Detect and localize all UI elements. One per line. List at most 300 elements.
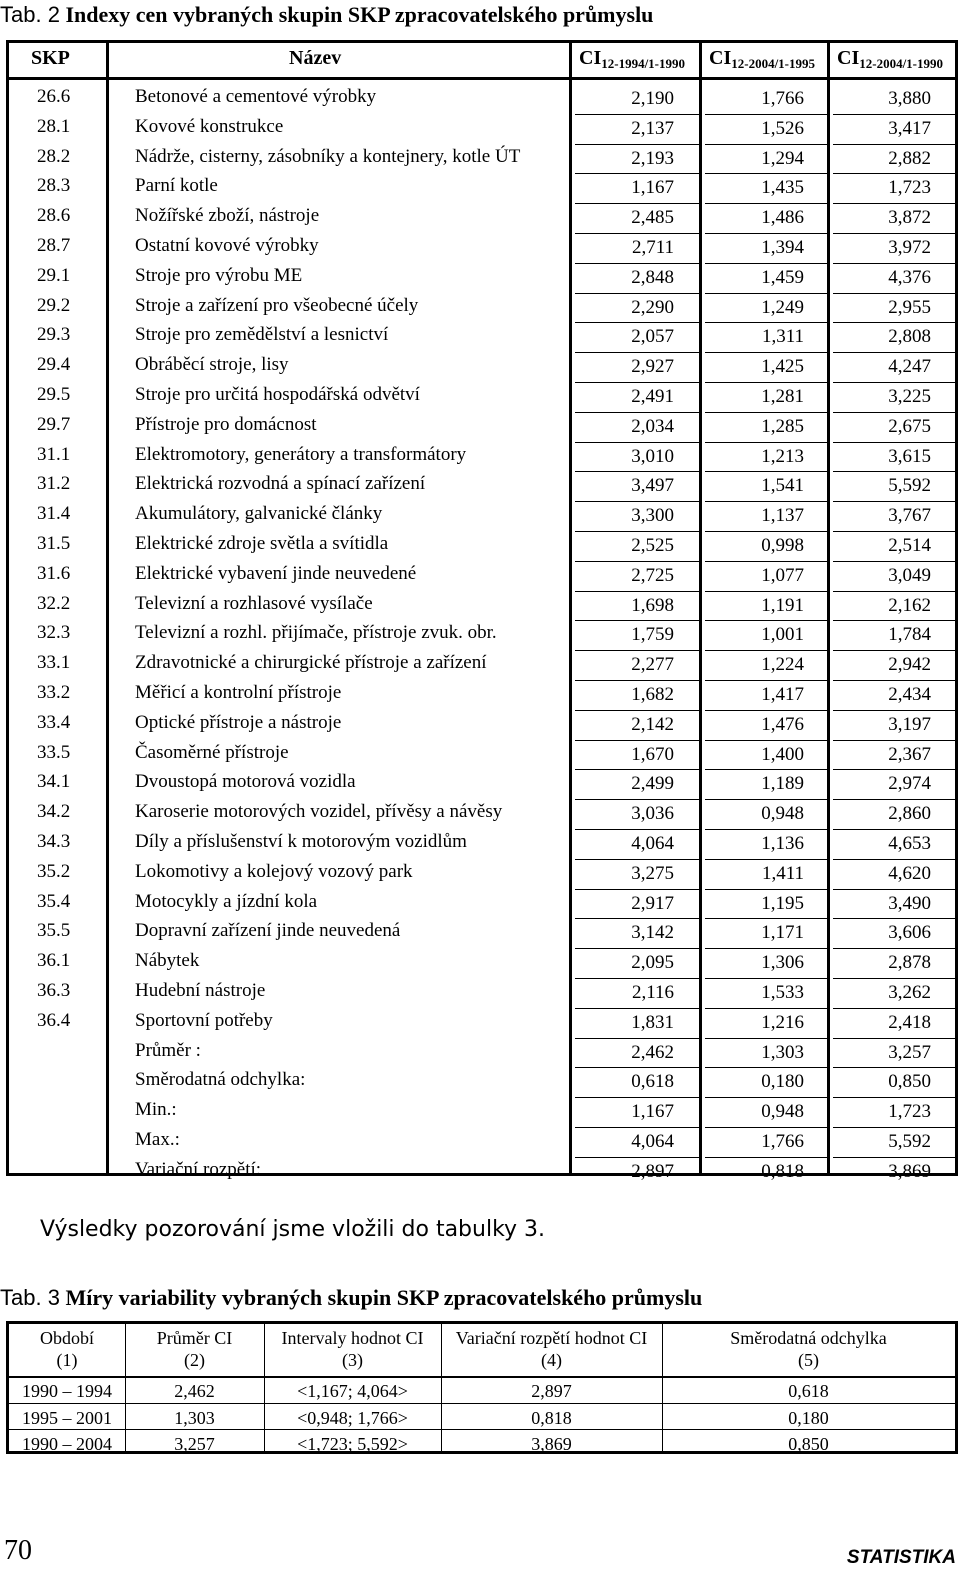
name-cell: Stroje pro určitá hospodářská odvětví <box>135 384 420 405</box>
period-cell: 1995 – 2001 <box>22 1407 112 1428</box>
row-separator <box>575 859 699 860</box>
row-separator <box>705 114 827 115</box>
row-separator <box>833 829 955 830</box>
row-separator <box>833 859 955 860</box>
mean-cell: 3,257 <box>174 1434 215 1454</box>
ci-2004-1990-cell: 3,615 <box>888 445 931 467</box>
ci-1994-1990-cell: 3,142 <box>631 922 674 944</box>
ci-2004-1995-cell: 0,818 <box>761 1160 804 1182</box>
ci-2004-1990-cell: 2,367 <box>888 743 931 765</box>
row-separator <box>575 561 699 562</box>
table-row <box>9 1095 955 1125</box>
skp-cell: 28.1 <box>37 115 71 137</box>
interval-cell: <1,723; 5,592> <box>297 1434 408 1454</box>
row-separator <box>575 173 699 174</box>
table-row <box>9 350 955 380</box>
skp-cell: 31.2 <box>37 473 71 495</box>
ci-2004-1995-cell: 1,195 <box>761 892 804 914</box>
ci-2004-1990-cell: 2,418 <box>888 1011 931 1033</box>
skp-cell: 33.5 <box>37 741 71 763</box>
row-separator <box>575 203 699 204</box>
header-ci-period: 12-2004/1-1995 <box>731 56 816 71</box>
table-row <box>9 589 955 619</box>
skp-cell: 28.7 <box>37 235 71 256</box>
row-separator <box>705 352 827 353</box>
name-cell: Dopravní zařízení jinde neuvedená <box>135 920 401 942</box>
row-separator <box>833 412 955 413</box>
name-cell: Zdravotnické a chirurgické přístroje a zařízení <box>135 652 487 674</box>
ci-1994-1990-cell: 2,137 <box>631 117 674 139</box>
ci-1994-1990-cell: 4,064 <box>631 833 674 854</box>
row-separator <box>833 203 955 204</box>
table-row <box>9 1379 955 1405</box>
skp-cell: 35.5 <box>37 920 71 942</box>
skp-cell: 32.3 <box>37 622 71 644</box>
header-column-number: (3) <box>342 1350 363 1370</box>
header-name: Název <box>289 47 342 69</box>
row-separator <box>833 173 955 174</box>
ci-1994-1990-cell: 1,759 <box>631 624 674 646</box>
sd-cell: 0,180 <box>788 1407 829 1428</box>
row-divider <box>9 1376 955 1378</box>
skp-cell: 29.7 <box>37 413 71 435</box>
table-row <box>9 1065 955 1095</box>
name-cell: Přístroje pro domácnost <box>135 413 317 435</box>
skp-cell: 34.2 <box>37 801 71 823</box>
ci-1994-1990-cell: 2,499 <box>631 773 674 795</box>
name-cell: Hudební nástroje <box>135 980 266 1001</box>
ci-1994-1990-cell: 2,193 <box>631 147 674 169</box>
ci-2004-1995-cell: 1,425 <box>761 356 804 378</box>
row-separator <box>575 650 699 651</box>
ci-1994-1990-cell: 2,711 <box>631 237 674 258</box>
row-separator <box>705 233 827 234</box>
price-index-table-body <box>9 80 955 1182</box>
row-separator <box>833 263 955 264</box>
name-cell: Betonové a cementové výrobky <box>135 86 377 107</box>
row-separator <box>833 531 955 532</box>
row-separator <box>833 1067 955 1068</box>
row-separator <box>833 293 955 294</box>
ci-2004-1990-cell: 3,869 <box>888 1160 931 1182</box>
row-separator <box>833 918 955 919</box>
ci-2004-1990-cell: 2,514 <box>888 535 931 556</box>
ci-2004-1990-cell: 5,592 <box>888 1131 931 1152</box>
row-separator <box>833 591 955 592</box>
table-row <box>9 82 955 112</box>
header-column-number: (5) <box>798 1350 819 1370</box>
ci-2004-1990-cell: 2,882 <box>888 147 931 169</box>
ci-1994-1990-cell: 1,167 <box>631 177 674 199</box>
row-separator <box>705 322 827 323</box>
table2-caption-title: Indexy cen vybraných skupin SKP zpracovatelského průmyslu <box>65 2 654 27</box>
skp-cell: 29.1 <box>37 264 71 286</box>
name-cell: Sportovní potřeby <box>135 1009 273 1031</box>
table-row <box>9 887 955 917</box>
name-cell: Měřicí a kontrolní přístroje <box>135 682 342 703</box>
table-row <box>9 410 955 440</box>
header-ci-period: 12-1994/1-1990 <box>601 56 686 71</box>
ci-2004-1990-cell: 0,850 <box>888 1071 931 1093</box>
name-cell: Max.: <box>135 1129 180 1150</box>
row-separator <box>705 173 827 174</box>
row-separator <box>575 263 699 264</box>
row-separator <box>833 1038 955 1039</box>
ci-2004-1990-cell: 3,767 <box>888 505 931 527</box>
row-separator <box>705 203 827 204</box>
interval-cell: <1,167; 4,064> <box>297 1381 408 1401</box>
skp-cell: 33.1 <box>37 652 71 674</box>
ci-2004-1995-cell: 0,948 <box>761 803 804 825</box>
table3-header <box>264 1327 441 1371</box>
ci-2004-1990-cell: 1,723 <box>888 177 931 199</box>
row-separator <box>833 650 955 651</box>
ci-2004-1990-cell: 2,878 <box>888 952 931 974</box>
table3-caption-title: Míry variability vybraných skupin SKP zpracovatelského průmyslu <box>65 1285 703 1310</box>
ci-2004-1995-cell: 1,281 <box>761 386 804 407</box>
ci-1994-1990-cell: 2,897 <box>631 1160 674 1182</box>
row-separator <box>705 382 827 383</box>
ci-2004-1990-cell: 3,225 <box>888 386 931 407</box>
table3-header <box>441 1327 662 1371</box>
ci-2004-1995-cell: 1,766 <box>761 88 804 109</box>
ci-1994-1990-cell: 2,142 <box>631 713 674 735</box>
body-paragraph: Výsledky pozorování jsme vložili do tabulky 3. <box>40 1217 546 1242</box>
table-row <box>9 618 955 648</box>
ci-2004-1990-cell: 1,784 <box>888 624 931 646</box>
ci-2004-1995-cell: 0,180 <box>761 1071 804 1093</box>
ci-2004-1995-cell: 1,417 <box>761 684 804 705</box>
table3-header <box>125 1327 264 1371</box>
ci-2004-1990-cell: 5,592 <box>888 475 931 497</box>
ci-2004-1995-cell: 1,077 <box>761 564 804 586</box>
row-separator <box>575 352 699 353</box>
ci-1994-1990-cell: 2,462 <box>631 1041 674 1063</box>
skp-cell: 31.1 <box>37 443 71 465</box>
row-separator <box>575 680 699 681</box>
row-separator <box>705 591 827 592</box>
ci-2004-1995-cell: 1,766 <box>761 1131 804 1152</box>
ci-2004-1995-cell: 1,394 <box>761 237 804 258</box>
row-separator <box>705 918 827 919</box>
row-separator <box>575 710 699 711</box>
table2-caption <box>0 2 653 28</box>
ci-2004-1995-cell: 1,249 <box>761 296 804 318</box>
header-title: Období <box>40 1328 94 1348</box>
skp-cell: 29.4 <box>37 354 71 376</box>
header-column-number: (2) <box>184 1350 205 1370</box>
row-separator <box>575 591 699 592</box>
ci-2004-1995-cell: 1,303 <box>761 1041 804 1063</box>
row-separator <box>575 1038 699 1039</box>
row-separator <box>705 859 827 860</box>
ci-2004-1990-cell: 3,872 <box>888 207 931 229</box>
row-separator <box>705 1038 827 1039</box>
row-separator <box>575 114 699 115</box>
range-cell: 3,869 <box>531 1434 572 1454</box>
period-cell: 1990 – 1994 <box>22 1381 112 1401</box>
name-cell: Elektromotory, generátory a transformátory <box>135 443 467 465</box>
table-row <box>9 827 955 857</box>
name-cell: Směrodatná odchylka: <box>135 1069 306 1091</box>
table3-header <box>9 1327 125 1371</box>
row-separator <box>705 799 827 800</box>
name-cell: Obráběcí stroje, lisy <box>135 354 289 376</box>
ci-2004-1995-cell: 1,400 <box>761 743 804 765</box>
ci-2004-1990-cell: 2,860 <box>888 803 931 825</box>
ci-2004-1990-cell: 3,417 <box>888 117 931 139</box>
row-separator <box>705 442 827 443</box>
row-separator <box>705 680 827 681</box>
page-number: 70 <box>4 1535 32 1566</box>
row-separator <box>833 471 955 472</box>
name-cell: Průměr : <box>135 1039 201 1061</box>
row-separator <box>575 918 699 919</box>
row-separator <box>575 471 699 472</box>
row-separator <box>705 948 827 949</box>
table-row <box>9 648 955 678</box>
table-row <box>9 916 955 946</box>
mean-cell: 2,462 <box>174 1381 215 1401</box>
table-row <box>9 291 955 321</box>
header-column-number: (4) <box>541 1350 562 1370</box>
name-cell: Dvoustopá motorová vozidla <box>135 771 356 793</box>
row-separator <box>833 799 955 800</box>
sd-cell: 0,618 <box>788 1381 829 1401</box>
row-separator <box>575 442 699 443</box>
ci-2004-1995-cell: 1,486 <box>761 207 804 229</box>
row-separator <box>833 382 955 383</box>
ci-2004-1990-cell: 4,620 <box>888 862 931 884</box>
ci-2004-1990-cell: 2,974 <box>888 773 931 795</box>
ci-1994-1990-cell: 2,057 <box>631 326 674 348</box>
ci-1994-1990-cell: 3,010 <box>631 445 674 467</box>
skp-cell: 26.6 <box>37 86 71 107</box>
table-row <box>9 678 955 708</box>
ci-2004-1995-cell: 1,311 <box>761 326 804 348</box>
table-row <box>9 380 955 410</box>
header-ci-label: CI <box>837 47 860 69</box>
row-separator <box>833 680 955 681</box>
skp-cell: 36.1 <box>37 950 71 972</box>
ci-2004-1990-cell: 2,942 <box>888 654 931 676</box>
row-separator <box>833 978 955 979</box>
row-separator <box>575 412 699 413</box>
ci-2004-1990-cell: 3,257 <box>888 1041 931 1063</box>
table-row <box>9 1125 955 1155</box>
ci-2004-1995-cell: 1,189 <box>761 773 804 795</box>
ci-2004-1990-cell: 3,049 <box>888 564 931 586</box>
row-separator <box>705 412 827 413</box>
ci-1994-1990-cell: 2,917 <box>631 892 674 914</box>
name-cell: Televizní a rozhlasové vysílače <box>135 592 373 614</box>
ci-2004-1990-cell: 3,197 <box>888 713 931 735</box>
mean-cell: 1,303 <box>174 1407 215 1428</box>
ci-1994-1990-cell: 2,034 <box>631 415 674 437</box>
skp-cell: 36.4 <box>37 1009 71 1031</box>
skp-cell: 29.5 <box>37 384 71 405</box>
name-cell: Nádrže, cisterny, zásobníky a kontejnery, kotle ÚT <box>135 145 521 167</box>
row-separator <box>705 1008 827 1009</box>
row-separator <box>705 531 827 532</box>
row-separator <box>575 1067 699 1068</box>
header-ci-period: 12-2004/1-1990 <box>859 56 944 71</box>
ci-2004-1995-cell: 1,216 <box>761 1011 804 1033</box>
row-separator <box>833 889 955 890</box>
ci-1994-1990-cell: 1,682 <box>631 684 674 705</box>
header-ci-2004-1995 <box>709 47 815 72</box>
table-row <box>9 112 955 142</box>
ci-1994-1990-cell: 3,275 <box>631 862 674 884</box>
row-separator <box>575 1127 699 1128</box>
row-separator <box>575 948 699 949</box>
header-title: Průměr CI <box>156 1328 233 1348</box>
table-row <box>9 201 955 231</box>
header-title: Intervaly hodnot CI <box>281 1328 424 1348</box>
table-row <box>9 320 955 350</box>
table-row <box>9 559 955 589</box>
row-separator <box>833 442 955 443</box>
name-cell: Stroje pro výrobu ME <box>135 264 303 286</box>
ci-2004-1995-cell: 1,435 <box>761 177 804 199</box>
row-separator <box>705 740 827 741</box>
skp-cell: 33.4 <box>37 711 71 733</box>
ci-1994-1990-cell: 1,167 <box>631 1101 674 1123</box>
ci-1994-1990-cell: 3,300 <box>631 505 674 527</box>
row-separator <box>705 889 827 890</box>
sd-cell: 0,850 <box>788 1434 829 1454</box>
row-separator <box>833 352 955 353</box>
table-row <box>9 1155 955 1185</box>
table-row <box>9 231 955 261</box>
table-row <box>9 261 955 291</box>
skp-cell: 36.3 <box>37 980 71 1001</box>
skp-cell: 31.4 <box>37 503 71 525</box>
ci-1994-1990-cell: 2,190 <box>631 88 674 109</box>
ci-2004-1990-cell: 1,723 <box>888 1101 931 1123</box>
skp-cell: 34.1 <box>37 771 71 793</box>
header-column-number: (1) <box>56 1350 78 1370</box>
skp-cell: 33.2 <box>37 682 71 703</box>
ci-2004-1995-cell: 1,171 <box>761 922 804 944</box>
name-cell: Parní kotle <box>135 175 218 197</box>
row-separator <box>833 620 955 621</box>
row-separator <box>705 620 827 621</box>
skp-cell: 29.3 <box>37 324 71 346</box>
ci-1994-1990-cell: 2,927 <box>631 356 674 378</box>
row-separator <box>575 740 699 741</box>
row-separator <box>833 144 955 145</box>
ci-1994-1990-cell: 2,485 <box>631 207 674 229</box>
name-cell: Akumulátory, galvanické články <box>135 503 383 525</box>
ci-1994-1990-cell: 4,064 <box>631 1131 674 1152</box>
table-row <box>9 1406 955 1432</box>
row-separator <box>833 1127 955 1128</box>
row-separator <box>575 501 699 502</box>
name-cell: Karoserie motorových vozidel, přívěsy a návěsy <box>135 801 503 823</box>
row-separator <box>705 710 827 711</box>
header-skp: SKP <box>31 47 70 69</box>
ci-2004-1995-cell: 1,526 <box>761 117 804 139</box>
ci-1994-1990-cell: 2,525 <box>631 535 674 556</box>
row-separator <box>705 471 827 472</box>
ci-2004-1990-cell: 2,434 <box>888 684 931 705</box>
skp-cell: 28.3 <box>37 175 71 197</box>
row-separator <box>705 144 827 145</box>
header-ci-label: CI <box>579 47 602 69</box>
name-cell: Elektrické zdroje světla a svítidla <box>135 533 389 554</box>
table2-caption-label: Tab. 2 <box>0 2 60 27</box>
ci-2004-1995-cell: 1,541 <box>761 475 804 497</box>
ci-1994-1990-cell: 2,725 <box>631 564 674 586</box>
row-separator <box>833 769 955 770</box>
row-separator <box>705 1157 827 1158</box>
row-separator <box>575 382 699 383</box>
range-cell: 2,897 <box>531 1381 572 1401</box>
row-separator <box>575 889 699 890</box>
row-separator <box>575 293 699 294</box>
row-separator <box>575 1097 699 1098</box>
ci-2004-1995-cell: 1,306 <box>761 952 804 974</box>
header-ci-2004-1990 <box>837 47 943 72</box>
skp-cell: 35.2 <box>37 860 71 882</box>
interval-cell: <0,948; 1,766> <box>297 1407 408 1428</box>
table-row <box>9 499 955 529</box>
row-separator <box>575 978 699 979</box>
row-separator <box>705 561 827 562</box>
row-separator <box>575 829 699 830</box>
variability-table <box>6 1321 958 1454</box>
row-separator <box>575 1157 699 1158</box>
table-row <box>9 529 955 559</box>
ci-1994-1990-cell: 1,831 <box>631 1011 674 1033</box>
table-row <box>9 142 955 172</box>
skp-cell: 31.5 <box>37 533 71 554</box>
ci-2004-1995-cell: 1,459 <box>761 266 804 288</box>
row-separator <box>705 829 827 830</box>
row-separator <box>833 740 955 741</box>
ci-2004-1995-cell: 1,213 <box>761 445 804 467</box>
row-separator <box>833 948 955 949</box>
name-cell: Lokomotivy a kolejový vozový park <box>135 860 413 882</box>
row-separator <box>575 769 699 770</box>
name-cell: Min.: <box>135 1099 177 1121</box>
name-cell: Elektrické vybavení jinde neuvedené <box>135 562 417 584</box>
name-cell: Stroje a zařízení pro všeobecné účely <box>135 294 419 316</box>
name-cell: Nábytek <box>135 950 200 972</box>
skp-cell: 34.3 <box>37 831 71 852</box>
row-separator <box>705 769 827 770</box>
row-separator <box>575 531 699 532</box>
table3-header <box>662 1327 955 1371</box>
header-ci-label: CI <box>709 47 732 69</box>
row-separator <box>705 1097 827 1098</box>
row-separator <box>833 1157 955 1158</box>
table-row <box>9 171 955 201</box>
ci-2004-1990-cell: 3,490 <box>888 892 931 914</box>
statistika-logo: STATISTIKA <box>846 1547 956 1568</box>
ci-2004-1995-cell: 1,136 <box>761 833 804 854</box>
table-row <box>9 469 955 499</box>
name-cell: Televizní a rozhl. přijímače, přístroje zvuk. obr. <box>135 622 497 644</box>
row-separator <box>833 710 955 711</box>
ci-1994-1990-cell: 2,277 <box>631 654 674 676</box>
ci-2004-1995-cell: 1,476 <box>761 713 804 735</box>
ci-2004-1995-cell: 1,294 <box>761 147 804 169</box>
row-separator <box>833 561 955 562</box>
price-index-table-header <box>9 43 955 80</box>
name-cell: Elektrická rozvodná a spínací zařízení <box>135 473 426 495</box>
